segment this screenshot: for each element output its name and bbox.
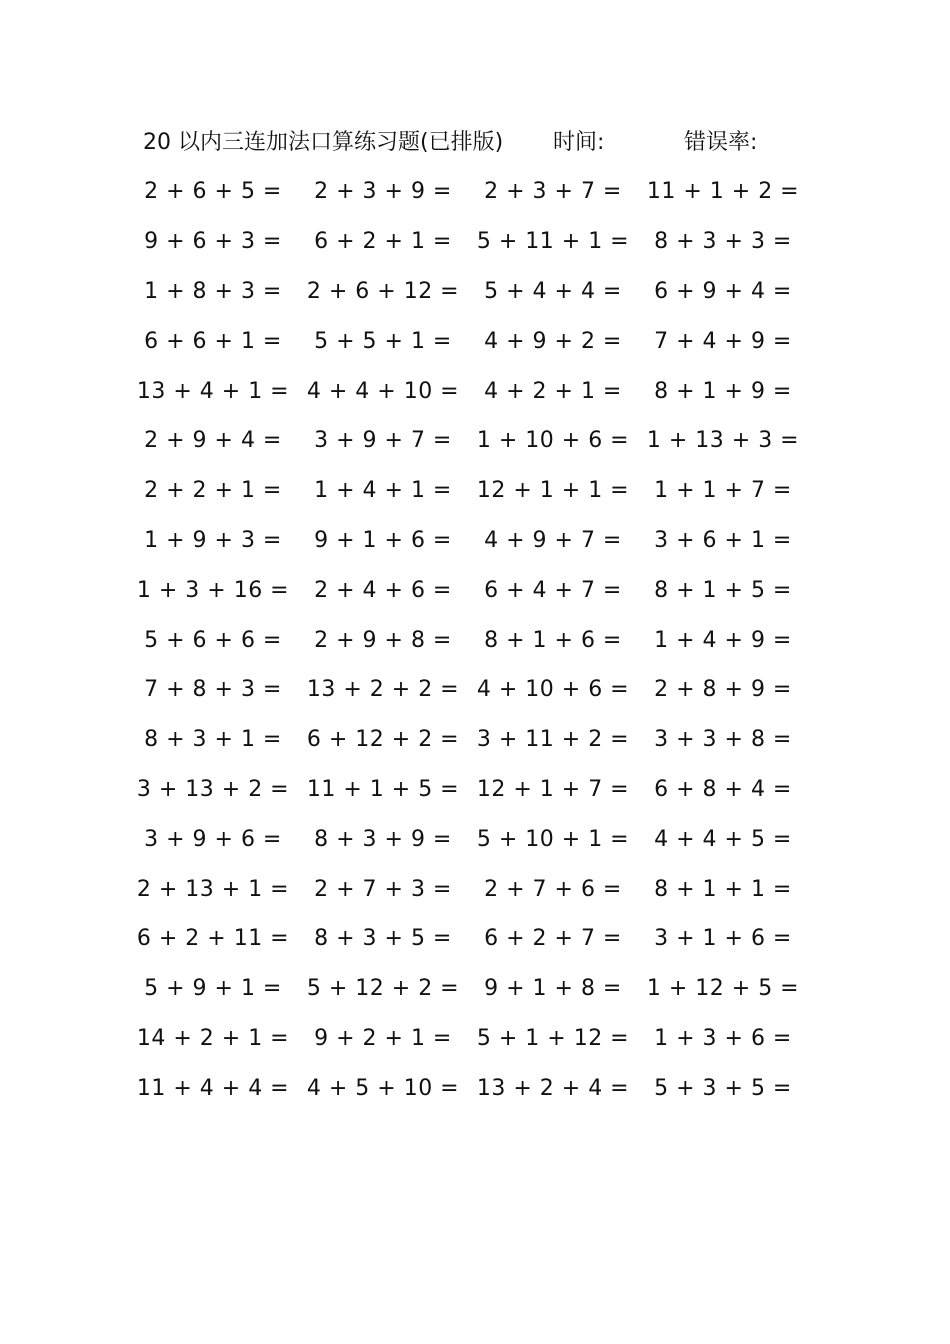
problem-item: 8 + 1 + 5 = [654,577,792,603]
problem-row [128,665,808,715]
problem-item: 5 + 6 + 6 = [144,627,282,653]
problem-item: 3 + 13 + 2 = [136,776,290,802]
problem-item: 5 + 9 + 1 = [144,976,282,1002]
problem-item: 6 + 2 + 1 = [314,229,452,255]
problem-item: 8 + 3 + 3 = [654,229,792,255]
problem-row [128,1014,808,1064]
problem-item: 5 + 11 + 1 = [476,229,630,255]
problem-item: 1 + 4 + 1 = [314,478,452,504]
problem-row [128,814,808,864]
problem-item: 2 + 6 + 12 = [306,278,460,304]
problem-item: 13 + 2 + 4 = [476,1075,630,1101]
problem-item: 14 + 2 + 1 = [136,1025,290,1051]
problem-item: 9 + 6 + 3 = [144,229,282,255]
problem-row [128,316,808,366]
problem-item: 2 + 13 + 1 = [136,876,290,902]
problem-item: 6 + 2 + 7 = [484,926,622,952]
problem-item: 2 + 3 + 7 = [484,179,622,205]
worksheet-title: 20 以内三连加法口算练习题(已排版) [143,130,504,155]
problem-item: 2 + 4 + 6 = [314,577,452,603]
problem-item: 4 + 4 + 10 = [306,378,460,404]
problem-row [128,366,808,416]
problem-item: 2 + 6 + 5 = [144,179,282,205]
problem-row [128,1063,808,1113]
problem-item: 8 + 3 + 1 = [144,727,282,753]
problem-item: 8 + 3 + 5 = [314,926,452,952]
problem-item: 6 + 8 + 4 = [654,776,792,802]
problem-item: 4 + 9 + 2 = [484,328,622,354]
problem-item: 5 + 3 + 5 = [654,1075,792,1101]
problem-item: 6 + 2 + 11 = [136,926,290,952]
problem-item: 13 + 4 + 1 = [136,378,290,404]
problem-item: 8 + 3 + 9 = [314,826,452,852]
problem-item: 5 + 12 + 2 = [306,976,460,1002]
problem-item: 6 + 6 + 1 = [144,328,282,354]
problem-item: 13 + 2 + 2 = [306,677,460,703]
problem-item: 3 + 11 + 2 = [476,727,630,753]
problem-row [128,565,808,615]
problem-item: 1 + 10 + 6 = [476,428,630,454]
problem-item: 6 + 4 + 7 = [484,577,622,603]
problem-item: 3 + 9 + 7 = [314,428,452,454]
problem-row [128,964,808,1014]
problem-item: 8 + 1 + 1 = [654,876,792,902]
problem-row [128,466,808,516]
problem-item: 2 + 8 + 9 = [654,677,792,703]
problem-item: 3 + 3 + 8 = [654,727,792,753]
problem-item: 1 + 3 + 16 = [136,577,290,603]
error-rate-label: 错误率: [684,130,758,155]
problem-item: 3 + 6 + 1 = [654,527,792,553]
problem-item: 3 + 9 + 6 = [144,826,282,852]
problem-item: 1 + 3 + 6 = [654,1025,792,1051]
problem-item: 1 + 4 + 9 = [654,627,792,653]
problem-row [128,715,808,765]
problem-row [128,516,808,566]
problem-item: 11 + 4 + 4 = [136,1075,290,1101]
problem-item: 2 + 3 + 9 = [314,179,452,205]
problem-item: 1 + 1 + 7 = [654,478,792,504]
problem-item: 8 + 1 + 9 = [654,378,792,404]
problem-item: 11 + 1 + 2 = [646,179,800,205]
problem-item: 2 + 7 + 6 = [484,876,622,902]
problem-row [128,765,808,815]
problem-item: 5 + 5 + 1 = [314,328,452,354]
problem-item: 6 + 9 + 4 = [654,278,792,304]
time-label: 时间: [553,130,605,155]
problem-item: 4 + 4 + 5 = [654,826,792,852]
problem-item: 4 + 2 + 1 = [484,378,622,404]
problem-item: 1 + 12 + 5 = [646,976,800,1002]
problem-item: 11 + 1 + 5 = [306,776,460,802]
problem-item: 5 + 4 + 4 = [484,278,622,304]
problem-row [128,914,808,964]
problem-item: 3 + 1 + 6 = [654,926,792,952]
problem-item: 2 + 7 + 3 = [314,876,452,902]
problem-item: 7 + 4 + 9 = [654,328,792,354]
problem-row [128,167,808,217]
problem-item: 7 + 8 + 3 = [144,677,282,703]
problem-item: 2 + 2 + 1 = [144,478,282,504]
problem-item: 9 + 1 + 6 = [314,527,452,553]
problem-item: 12 + 1 + 1 = [476,478,630,504]
problem-row [128,267,808,317]
problem-row [128,615,808,665]
problem-item: 1 + 9 + 3 = [144,527,282,553]
problem-item: 9 + 1 + 8 = [484,976,622,1002]
problem-item: 4 + 9 + 7 = [484,527,622,553]
problem-item: 1 + 8 + 3 = [144,278,282,304]
problem-item: 5 + 1 + 12 = [476,1025,630,1051]
problem-item: 6 + 12 + 2 = [306,727,460,753]
problem-item: 4 + 10 + 6 = [476,677,630,703]
problem-item: 2 + 9 + 4 = [144,428,282,454]
problem-row [128,864,808,914]
problem-item: 4 + 5 + 10 = [306,1075,460,1101]
problem-item: 9 + 2 + 1 = [314,1025,452,1051]
problem-item: 1 + 13 + 3 = [646,428,800,454]
problem-item: 12 + 1 + 7 = [476,776,630,802]
worksheet-header [143,126,783,160]
problem-item: 5 + 10 + 1 = [476,826,630,852]
problem-row [128,416,808,466]
problem-item: 2 + 9 + 8 = [314,627,452,653]
problem-row [128,217,808,267]
problem-item: 8 + 1 + 6 = [484,627,622,653]
problem-grid [128,167,808,1113]
